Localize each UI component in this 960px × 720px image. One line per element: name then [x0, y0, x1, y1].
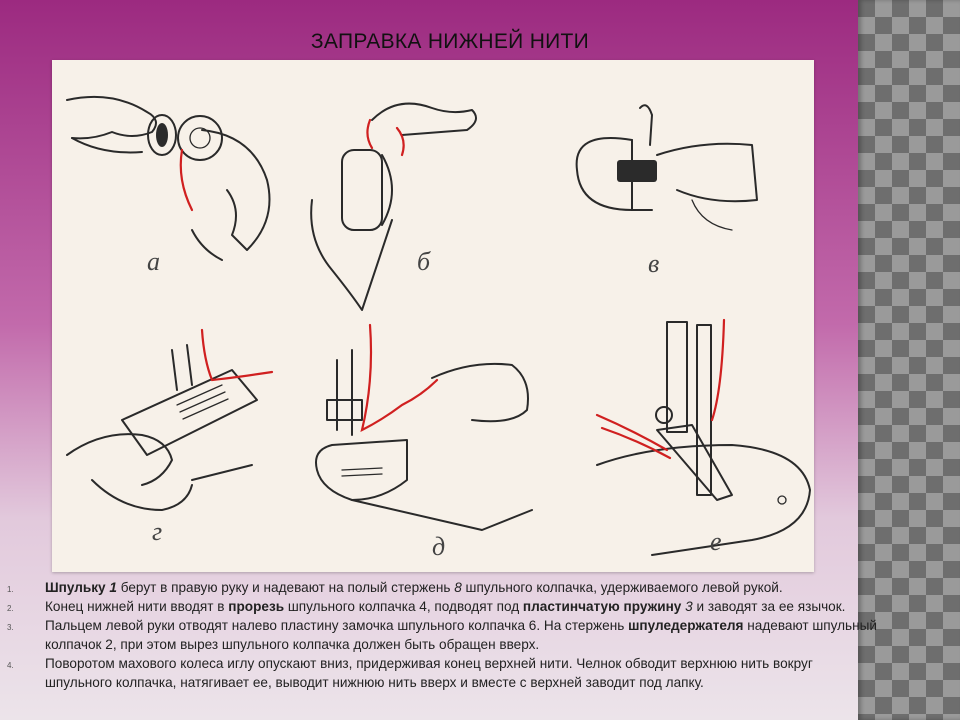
panel-d-caption: г [152, 517, 163, 546]
threading-illustration [52, 60, 814, 572]
step-number: 3. [7, 623, 14, 632]
step-text: Шпульку 1 берут в правую руку и надевают на полый стержень 8 шпульного колпачка, удерживаемого левой рукой. [45, 580, 783, 595]
panel-b-drawing [311, 104, 476, 310]
bobbin-case-upright [342, 150, 382, 230]
step-item [0, 578, 878, 597]
step-item [0, 654, 878, 692]
step-number: 4. [7, 661, 14, 670]
step-item [0, 616, 878, 654]
step-text: Конец нижней нити вводят в прорезь шпульного колпачка 4, подводят под пластинчатую пружину 3 и заводят за ее язычок. [45, 599, 846, 614]
panel-f-caption: е [710, 527, 722, 556]
step-item [0, 597, 878, 616]
panel-b-caption: б [417, 247, 431, 276]
step-number: 2. [7, 604, 14, 613]
step-text: Пальцем левой руки отводят налево пластину замочка шпульного колпачка 6. На стержень шпуледержателя надевают шпульный колпачок 2, при этом вырез шпульного колпачка должен быть обращен вверх. [45, 618, 877, 652]
panel-f-drawing [597, 320, 810, 556]
step-text: Поворотом махового колеса иглу опускают вниз, придерживая конец верхней нити. Челнок обводит верхнюю нить вокруг шпульного колпачка, натягивает ее, выводит нижнюю нить вверх и вместе с верхней заводит под лапку. [45, 656, 813, 690]
threading-steps-list [0, 578, 878, 692]
panel-a-caption: а [147, 247, 160, 276]
panel-e-drawing [316, 325, 532, 561]
panel-c-caption: в [648, 249, 660, 278]
step-number: 1. [7, 585, 14, 594]
presser-bar-shape [667, 322, 687, 432]
bobbin-case-shape [178, 116, 222, 160]
panel-a-drawing [67, 97, 270, 276]
panel-c-drawing [577, 105, 757, 278]
slide-title: ЗАПРАВКА НИЖНЕЙ НИТИ [310, 30, 590, 53]
panel-d-drawing [67, 330, 272, 546]
panel-e-caption: д [432, 532, 446, 561]
